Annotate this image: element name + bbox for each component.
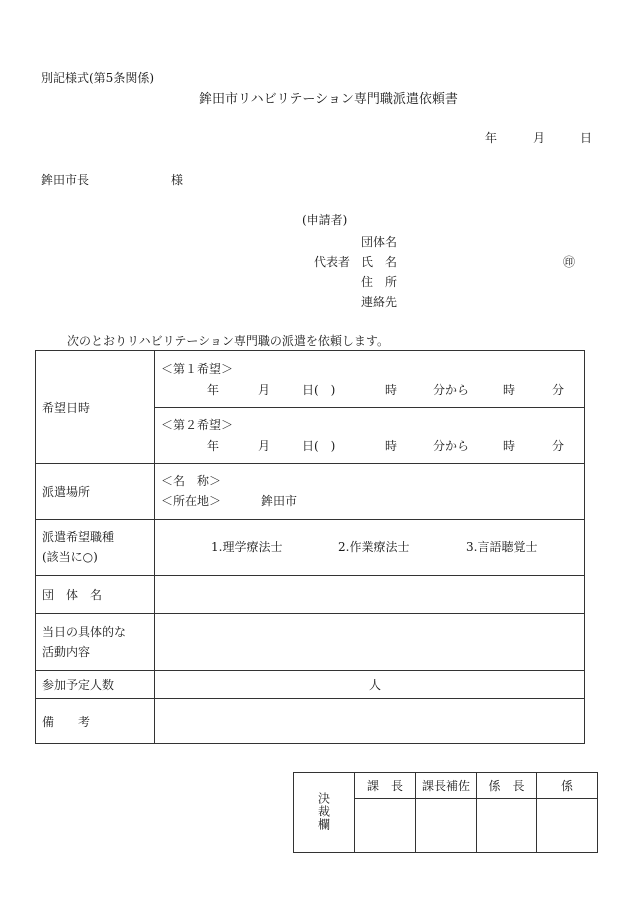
second-choice-month: 月 (258, 439, 271, 453)
activity-cell[interactable] (155, 614, 585, 671)
group-name-label: 団体名 (361, 235, 398, 249)
second-choice-min-to: 分 (552, 439, 565, 453)
approval-stamp-sub-chief[interactable] (477, 799, 537, 853)
profession-option-pt[interactable]: 1.理学療法士 (211, 540, 283, 554)
approval-side-label: 決裁欄 (294, 773, 355, 853)
profession-label (36, 520, 155, 576)
first-choice-year: 年 (207, 383, 220, 397)
dispatch-place-cell[interactable] (155, 464, 585, 520)
participants-unit: 人 (369, 678, 382, 692)
first-choice-title: ＜第１希望＞ (161, 362, 234, 376)
place-name-label: ＜名 称＞ (161, 474, 222, 488)
dispatch-place-label: 派遣場所 (36, 464, 155, 520)
profession-option-ot[interactable]: 2.作業療法士 (338, 540, 410, 554)
first-choice-day: 日( ) (302, 383, 336, 397)
desired-date-label: 希望日時 (36, 351, 155, 464)
profession-label-line2: (該当に○) (42, 549, 98, 564)
approval-col-section-chief: 課 長 (355, 773, 416, 799)
representative-label: 代表者 (314, 255, 351, 269)
activity-label-line2: 活動内容 (42, 645, 91, 659)
activity-label-line1: 当日の具体的な (42, 624, 127, 639)
profession-label-line1: 派遣希望職種 (42, 530, 115, 545)
approval-col-deputy-chief: 課長補佐 (416, 773, 477, 799)
first-choice-hour-start: 時 (385, 383, 398, 397)
profession-option-st[interactable]: 3.言語聴覚士 (466, 540, 538, 554)
participants-cell[interactable] (155, 671, 585, 699)
address-label: 住 所 (361, 275, 398, 289)
form-label: 別記様式(第5条関係) (41, 71, 154, 85)
date-month-label: 月 (533, 131, 546, 145)
date-day-label: 日 (580, 131, 593, 145)
second-choice-cell[interactable] (155, 408, 585, 464)
approval-stamp-deputy-chief[interactable] (416, 799, 477, 853)
group-name-row-label: 団 体 名 (36, 576, 155, 614)
approval-col-staff: 係 (537, 773, 598, 799)
applicant-heading: (申請者) (302, 213, 348, 227)
first-choice-month: 月 (258, 383, 271, 397)
first-choice-hour-end: 時 (503, 383, 516, 397)
approval-box (293, 772, 598, 853)
addressee-name: 鉾田市長 (41, 173, 90, 187)
date-year-label: 年 (485, 131, 498, 145)
approval-col-sub-chief: 係 長 (477, 773, 537, 799)
second-choice-year: 年 (207, 439, 220, 453)
request-intro: 次のとおりリハビリテーション専門職の派遣を依頼します。 (67, 334, 389, 348)
group-name-cell[interactable] (155, 576, 585, 614)
document-title: 鉾田市リハビリテーション専門職派遣依頼書 (199, 92, 458, 107)
remarks-cell[interactable] (155, 699, 585, 744)
second-choice-hour-start: 時 (385, 439, 398, 453)
first-choice-min-to: 分 (552, 383, 565, 397)
profession-options-cell (155, 520, 585, 576)
approval-stamp-staff[interactable] (537, 799, 598, 853)
representative-name-label: 氏 名 (361, 255, 398, 269)
second-choice-title: ＜第２希望＞ (161, 418, 234, 432)
approval-stamp-section-chief[interactable] (355, 799, 416, 853)
addressee-honorific: 様 (171, 173, 184, 187)
activity-label (36, 614, 155, 671)
contact-label: 連絡先 (361, 295, 398, 309)
second-choice-day: 日( ) (302, 439, 336, 453)
request-table (35, 350, 585, 744)
place-location-label: ＜所在地＞ (161, 494, 222, 508)
participants-label: 参加予定人数 (36, 671, 155, 699)
place-city: 鉾田市 (261, 494, 298, 508)
first-choice-cell[interactable] (155, 351, 585, 408)
first-choice-min-from: 分から (433, 383, 470, 397)
seal-mark: ㊞ (563, 255, 576, 269)
second-choice-min-from: 分から (433, 439, 470, 453)
second-choice-hour-end: 時 (503, 439, 516, 453)
remarks-label: 備 考 (36, 699, 155, 744)
